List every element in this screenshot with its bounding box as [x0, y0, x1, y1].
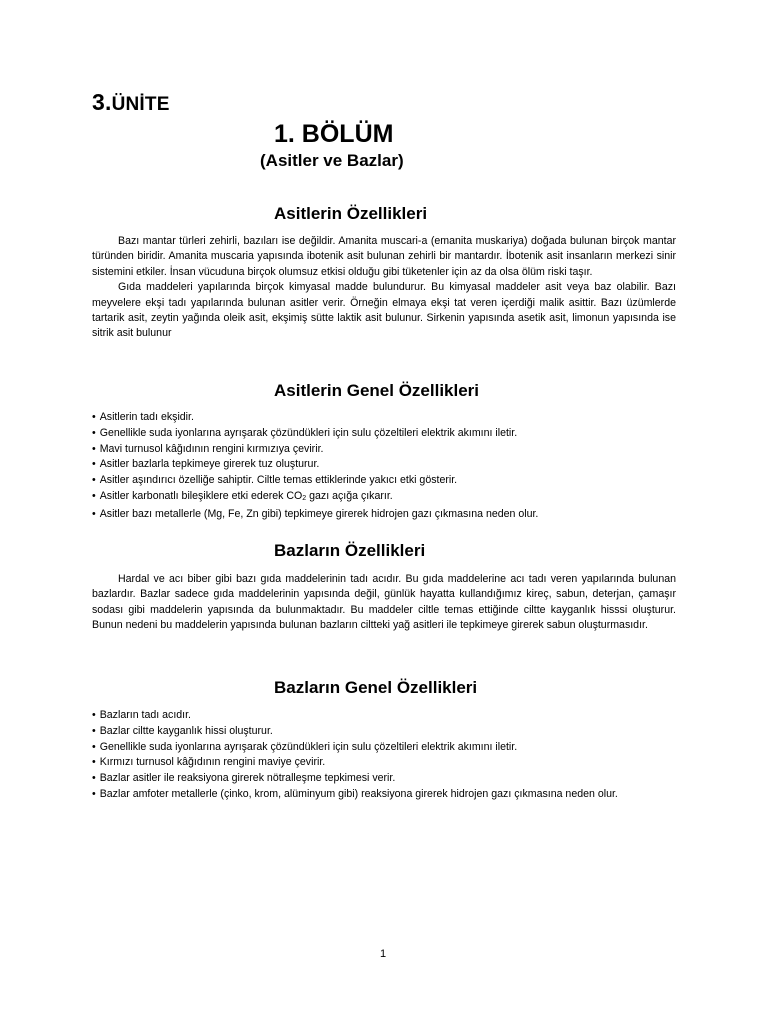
list-item: • Asitler bazlarla tepkimeye girerek tuz oluşturur.	[92, 457, 692, 473]
base-properties-text	[92, 572, 676, 634]
section-heading-base-properties: Bazların Özellikleri	[274, 541, 426, 560]
paragraph: Hardal ve acı biber gibi bazı gıda maddelerinin tadı acıdır. Bu gıda maddelerine acı tadı veren yapılarında bulunan bazlardır. Bazlar sadece gıda maddelerinin yapısında değil, günlük hayatta kullandığımız kireç, sabun, deterjan, çamaşır sodası gibi maddelerin yapısında da bulunmaktadır. Bu maddeler ciltle temas ettiğinde ciltte kayganlık hisssi oluşturur. Bunun nedeni bu maddelerin yapısında bulunan bazların ciltteki yağ asitleri ile tepkimeye girerek sabun oluşturmasıdır.	[92, 573, 676, 632]
list-item: • Kırmızı turnusol kâğıdının rengini maviye çevirir.	[92, 755, 692, 771]
acid-properties-text	[92, 234, 676, 342]
list-item: • Mavi turnusol kâğıdının rengini kırmızıya çevirir.	[92, 442, 692, 458]
list-item: • Asitler aşındırıcı özelliğe sahiptir. Ciltle temas ettiklerinde yakıcı etki gösterir.	[92, 473, 692, 489]
list-item: • Bazların tadı acıdır.	[92, 708, 692, 724]
chapter-title: 1. BÖLÜM	[274, 120, 394, 148]
list-item: • Genellikle suda iyonlarına ayrışarak çözündükleri için sulu çözeltileri elektrik akımını iletir.	[92, 426, 692, 442]
unit-label: ÜNİTE	[111, 94, 170, 115]
paragraph: Gıda maddeleri yapılarında birçok kimyasal madde bulundurur. Bu kimyasal maddeler asit veya baz olabilir. Bazı meyvelere ekşi tadı yapılarında bulunan asitler verir. Örneğin elmaya ekşi tat veren içerdiği malik asittir. Bazı üzümlerde tartarik asit, zeytin yağında oleik asit, ekşimiş sütte laktik asit bulunur. Sirkenin yapısında asetik asit, limonun yapısında ise sitrik asit bulunur	[92, 281, 676, 340]
page-number: 1	[380, 948, 387, 960]
list-item: • Asitlerin tadı ekşidir.	[92, 410, 692, 426]
unit-title	[92, 89, 170, 116]
paragraph: Bazı mantar türleri zehirli, bazıları ise değildir. Amanita muscari-a (emanita muskariya) doğada bulunan birçok mantar türünden biridir. Amanita muscaria yapısında ibotenik asit bulunan zehirli bir mantardır. İbotenik asit insanların merkezi sinir sistemini etkiler. İnsan vücuduna birçok olumsuz etkisi olduğu gibi tüketenler için az da olsa ölüm riski taşır.	[92, 235, 676, 278]
list-item: • Asitler karbonatlı bileşiklere etki ederek CO2 gazı açığa çıkarır.	[92, 489, 692, 507]
section-heading-acid-general: Asitlerin Genel Özellikleri	[274, 381, 480, 400]
list-item: • Bazlar amfoter metallerle (çinko, krom, alüminyum gibi) reaksiyona girerek hidrojen gazı çıkmasına neden olur.	[92, 787, 692, 803]
list-item: • Bazlar asitler ile reaksiyona girerek nötralleşme tepkimesi verir.	[92, 771, 692, 787]
base-general-list	[92, 708, 692, 803]
list-item: • Bazlar ciltte kayganlık hissi oluşturur.	[92, 724, 692, 740]
list-item: • Asitler bazı metallerle (Mg, Fe, Zn gibi) tepkimeye girerek hidrojen gazı çıkmasına neden olur.	[92, 507, 692, 523]
chapter-subtitle: (Asitler ve Bazlar)	[260, 151, 404, 170]
section-heading-base-general: Bazların Genel Özellikleri	[274, 678, 478, 697]
section-heading-acid-properties: Asitlerin Özellikleri	[274, 204, 428, 223]
acid-general-list	[92, 410, 692, 523]
list-item: • Genellikle suda iyonlarına ayrışarak çözündükleri için sulu çözeltileri elektrik akımını iletir.	[92, 740, 692, 756]
unit-number: 3.	[92, 89, 112, 115]
